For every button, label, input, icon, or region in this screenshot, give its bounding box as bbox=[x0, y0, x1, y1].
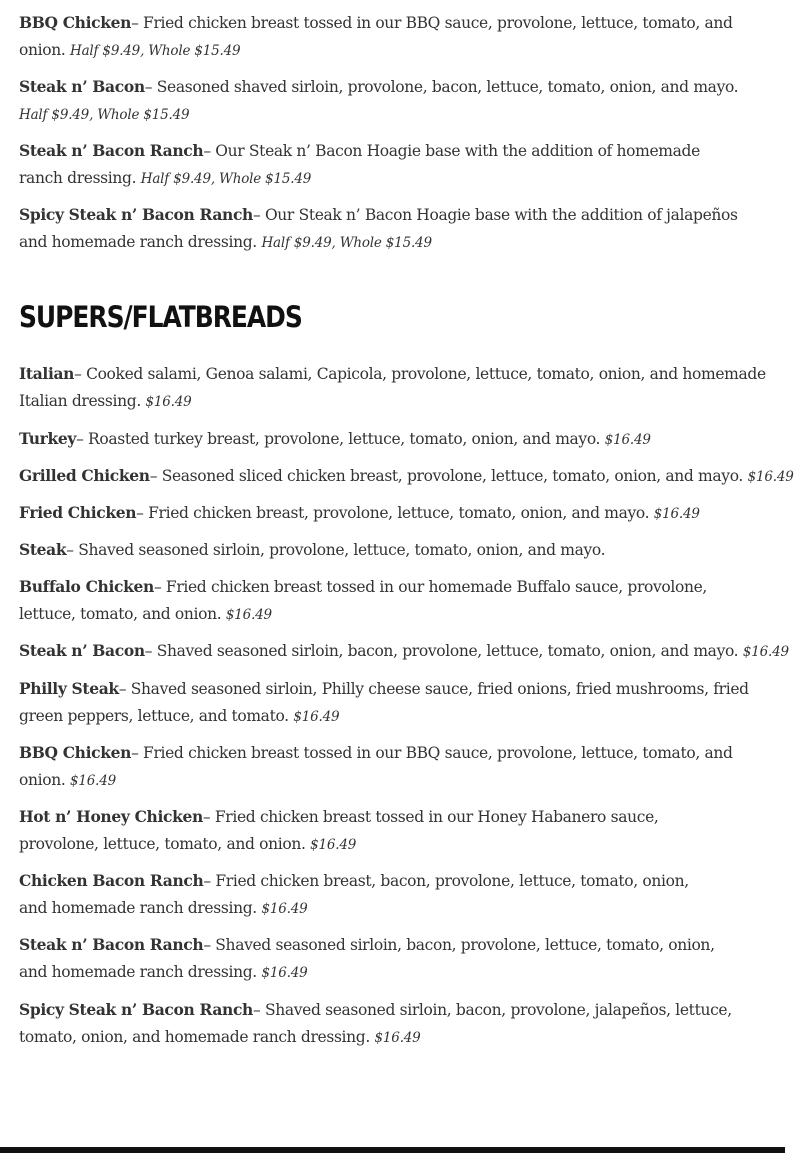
menu-item bbox=[19, 996, 769, 1052]
item-description: – Shaved seasoned sirloin, bacon, provolone, jalapeños, lettuce, tomato, onion, and homemade ranch dressing. bbox=[19, 1001, 732, 1046]
menu-item bbox=[19, 201, 759, 257]
item-name: BBQ Chicken bbox=[19, 13, 132, 32]
item-name: Italian bbox=[19, 364, 75, 383]
item-description: – Fried chicken breast tossed in our homemade Buffalo sauce, provolone, lettuce, tomato, and onion. bbox=[19, 578, 708, 623]
menu-item bbox=[19, 931, 739, 987]
item-price: $16.49 bbox=[742, 644, 789, 660]
item-name: BBQ Chicken bbox=[19, 743, 132, 762]
item-description: – Roasted turkey breast, provolone, lettuce, tomato, onion, and mayo. bbox=[76, 430, 601, 448]
item-description: – Fried chicken breast tossed in our BBQ sauce, provolone, lettuce, tomato, and onion. bbox=[19, 14, 733, 59]
menu-item bbox=[19, 9, 769, 65]
item-name: Steak n’ Bacon Ranch bbox=[19, 141, 204, 160]
menu-item bbox=[19, 573, 759, 629]
item-price: $16.49 bbox=[604, 432, 651, 448]
item-name: Hot n’ Honey Chicken bbox=[19, 807, 203, 826]
item-price: $16.49 bbox=[310, 837, 357, 853]
item-price: Half $9.49, Whole $15.49 bbox=[70, 43, 241, 59]
item-price: Half $9.49, Whole $15.49 bbox=[261, 235, 432, 251]
item-price: $16.49 bbox=[747, 469, 794, 485]
item-description: – Shaved seasoned sirloin, Philly cheese sauce, fried onions, fried mushrooms, fried green peppers, lettuce, and tomato. bbox=[19, 680, 749, 725]
item-name: Buffalo Chicken bbox=[19, 577, 154, 596]
item-description: – Our Steak n’ Bacon Hoagie base with the addition of homemade ranch dressing. bbox=[19, 142, 700, 187]
section-heading: SUPERS/FLATBREADS bbox=[19, 300, 302, 334]
item-description: – Seasoned sliced chicken breast, provolone, lettuce, tomato, onion, and mayo. bbox=[149, 467, 743, 485]
item-description: – Cooked salami, Genoa salami, Capicola, provolone, lettuce, tomato, onion, and homemade Italian dressing. bbox=[19, 365, 766, 410]
item-description: – Shaved seasoned sirloin, bacon, provolone, lettuce, tomato, onion, and homemade ranch dressing. bbox=[19, 936, 715, 981]
item-name: Steak bbox=[19, 540, 67, 559]
menu-item bbox=[19, 637, 789, 666]
item-description: – Fried chicken breast, provolone, lettuce, tomato, onion, and mayo. bbox=[136, 504, 650, 522]
item-name: Philly Steak bbox=[19, 679, 119, 698]
menu-item bbox=[19, 803, 729, 859]
item-description: – Shaved seasoned sirloin, provolone, lettuce, tomato, onion, and mayo. bbox=[66, 541, 606, 559]
item-name: Turkey bbox=[19, 429, 77, 448]
item-name: Spicy Steak n’ Bacon Ranch bbox=[19, 1000, 253, 1019]
item-price: $16.49 bbox=[70, 773, 117, 789]
item-name: Chicken Bacon Ranch bbox=[19, 871, 204, 890]
item-name: Fried Chicken bbox=[19, 503, 137, 522]
item-price: Half $9.49, Whole $15.49 bbox=[19, 107, 190, 123]
menu-item bbox=[19, 739, 769, 795]
item-description: – Shaved seasoned sirloin, bacon, provolone, lettuce, tomato, onion, and mayo. bbox=[144, 642, 739, 660]
menu-item bbox=[19, 462, 794, 491]
item-price: $16.49 bbox=[261, 965, 308, 981]
item-description: – Fried chicken breast tossed in our Honey Habanero sauce, provolone, lettuce, tomato, and onion. bbox=[19, 808, 659, 853]
item-name: Grilled Chicken bbox=[19, 466, 150, 485]
item-description: – Our Steak n’ Bacon Hoagie base with the addition of jalapeños and homemade ranch dressing. bbox=[19, 206, 738, 251]
item-price: $16.49 bbox=[145, 394, 192, 410]
item-name: Steak n’ Bacon bbox=[19, 641, 145, 660]
item-price: Half $9.49, Whole $15.49 bbox=[140, 171, 312, 187]
menu-item bbox=[19, 536, 779, 564]
item-description: – Fried chicken breast tossed in our BBQ sauce, provolone, lettuce, tomato, and onion. bbox=[19, 744, 733, 789]
item-name: Spicy Steak n’ Bacon Ranch bbox=[19, 205, 253, 224]
item-description: – Fried chicken breast, bacon, provolone, lettuce, tomato, onion, and homemade ranch dressing. bbox=[19, 872, 689, 917]
item-description: – Seasoned shaved sirloin, provolone, bacon, lettuce, tomato, onion, and mayo. bbox=[144, 78, 739, 96]
item-price: $16.49 bbox=[293, 709, 340, 725]
item-name: Steak n’ Bacon bbox=[19, 77, 145, 96]
menu-item bbox=[19, 675, 754, 731]
item-name: Steak n’ Bacon Ranch bbox=[19, 935, 204, 954]
menu-item bbox=[19, 360, 769, 416]
item-price: $16.49 bbox=[261, 901, 308, 917]
menu-item bbox=[19, 137, 739, 193]
menu-item bbox=[19, 499, 779, 528]
menu-item bbox=[19, 425, 779, 454]
menu-item bbox=[19, 867, 719, 923]
item-price: $16.49 bbox=[653, 506, 700, 522]
footer-bar bbox=[0, 1147, 785, 1153]
item-price: $16.49 bbox=[225, 607, 272, 623]
menu-item bbox=[19, 73, 769, 129]
item-price: $16.49 bbox=[374, 1030, 421, 1046]
